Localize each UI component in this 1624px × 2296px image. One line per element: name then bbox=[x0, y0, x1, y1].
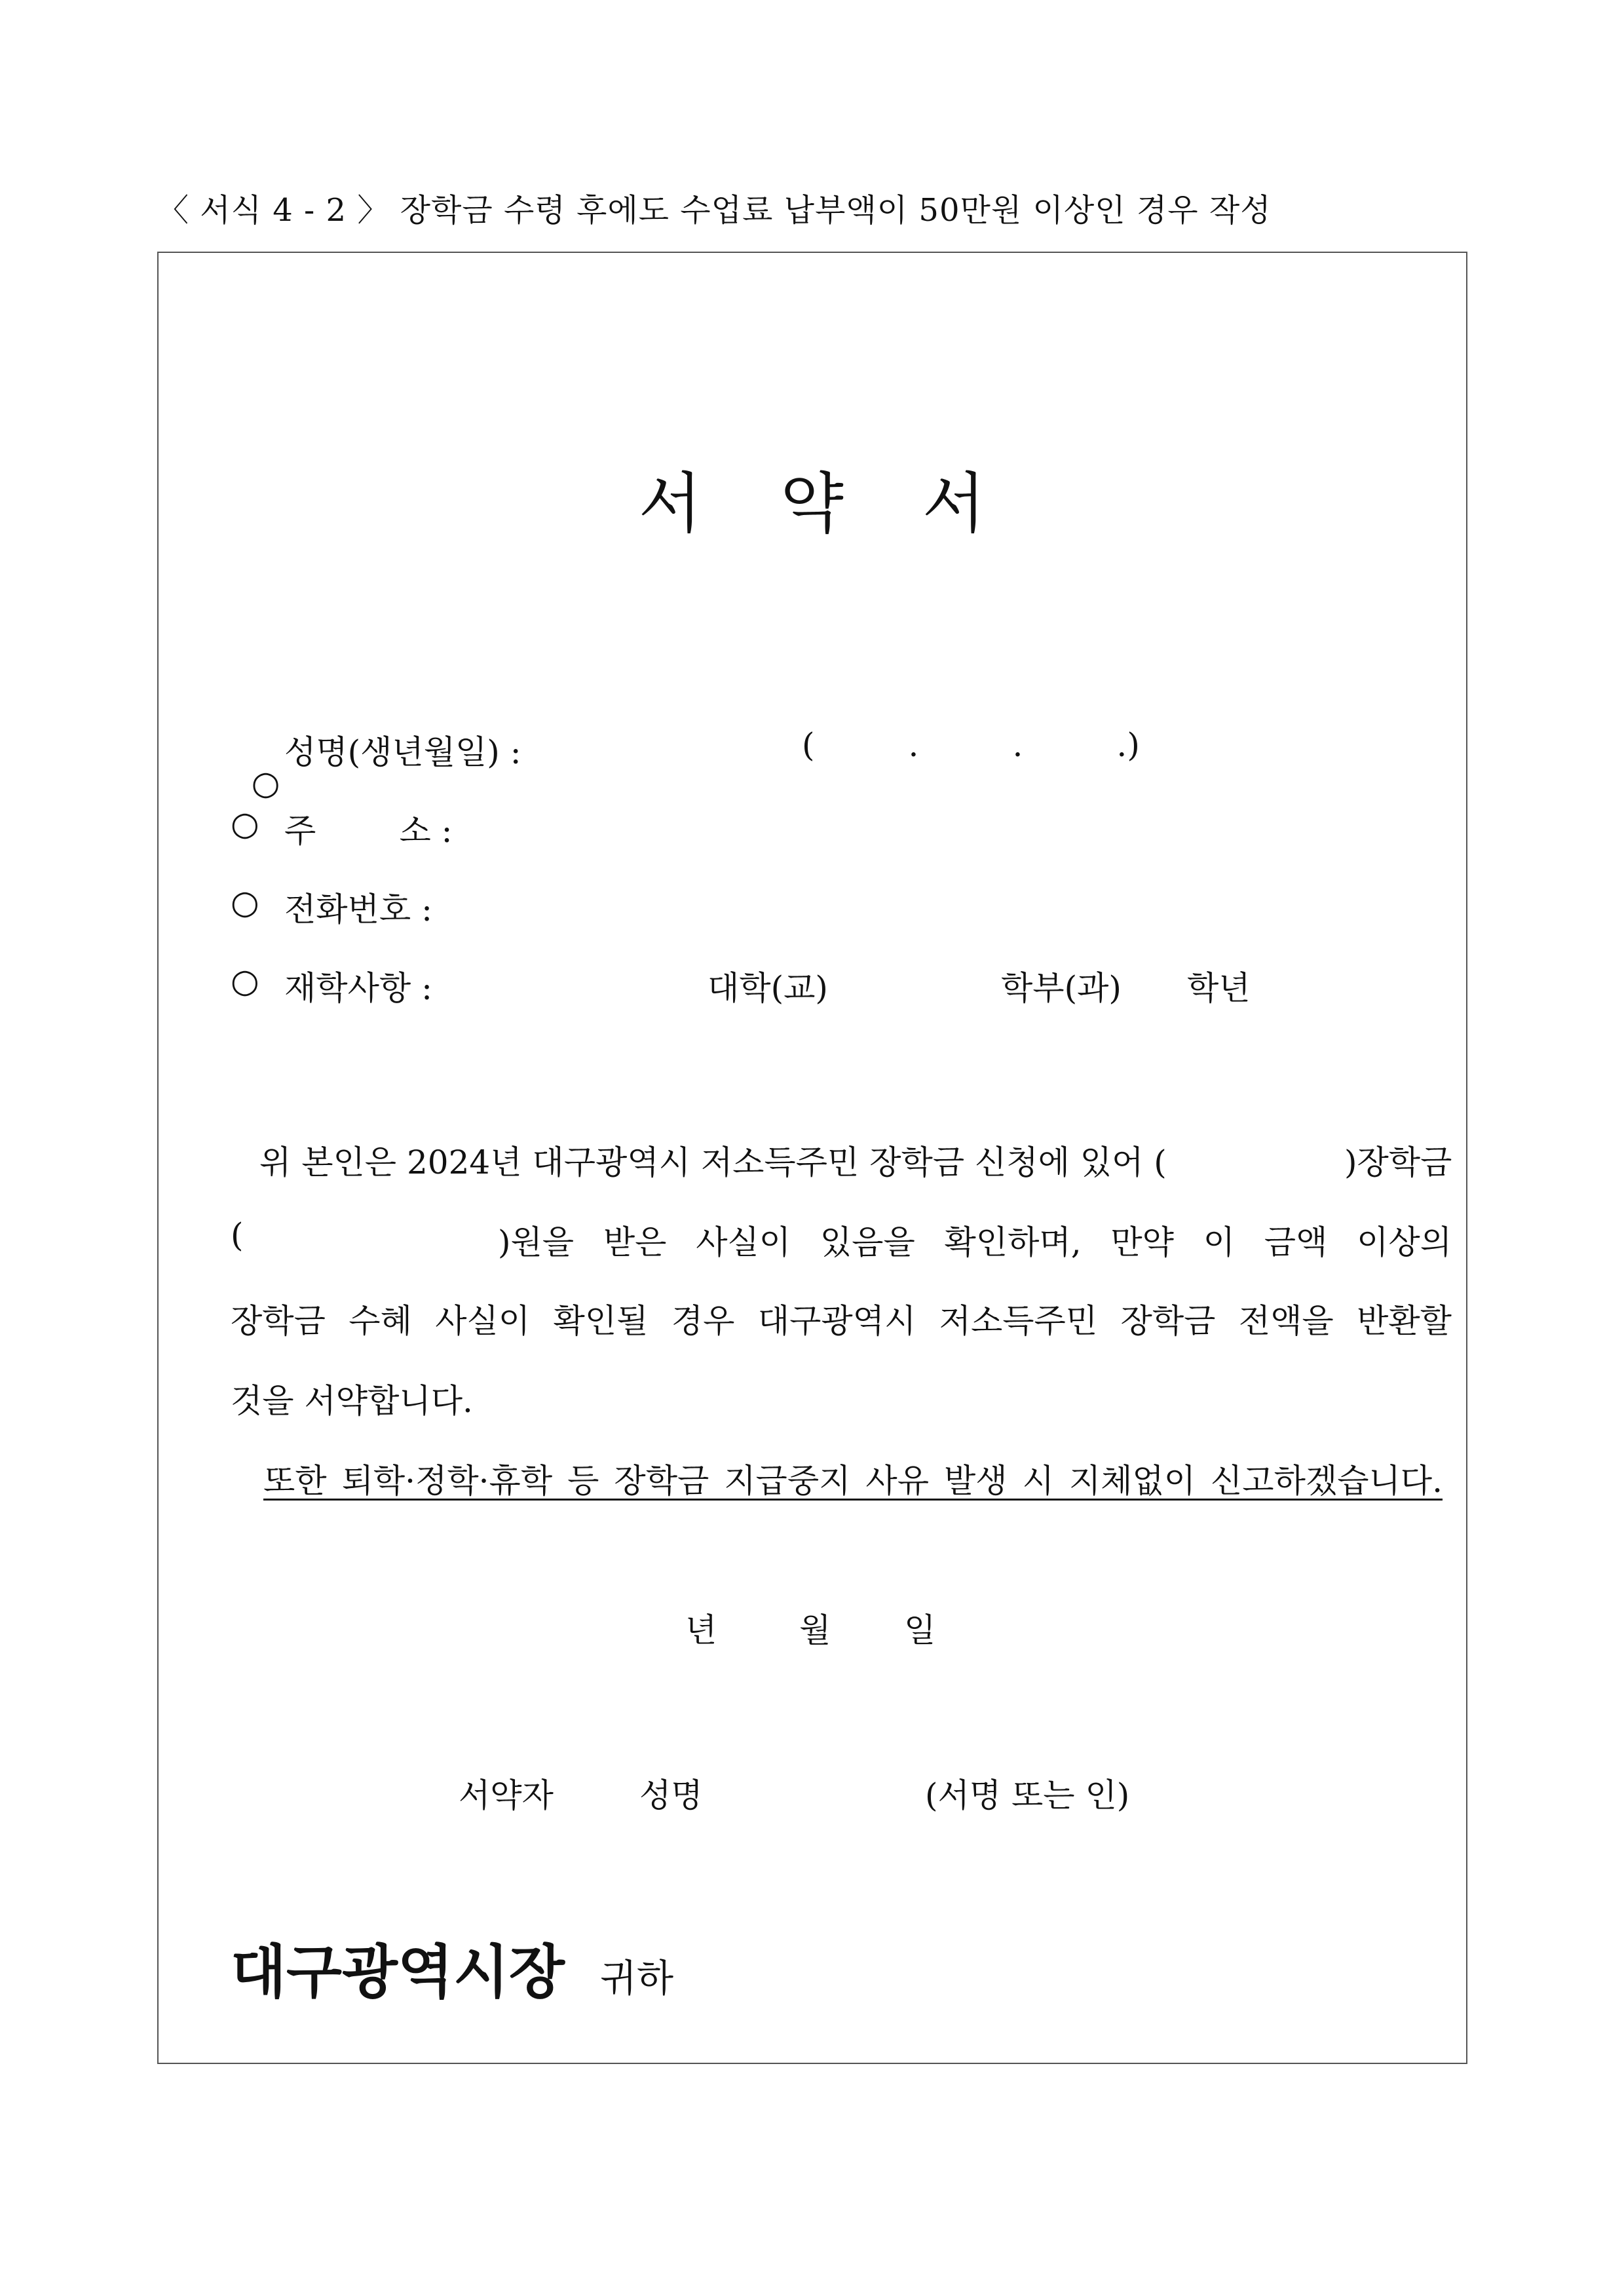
addressee-honorific: 귀하 bbox=[600, 1956, 674, 2000]
department-field: 학부(과) bbox=[1001, 969, 1122, 1007]
pledge-line-2a: ( bbox=[231, 1216, 244, 1254]
pledge-line-4: 것을 서약합니다. bbox=[231, 1382, 473, 1420]
date-month: 월 bbox=[799, 1611, 831, 1649]
form-note: 장학금 수령 후에도 수업료 납부액이 50만원 이상인 경우 작성 bbox=[400, 192, 1272, 229]
birthdate-field: ( . . .) bbox=[802, 726, 1140, 764]
sign-hint: (서명 또는 인) bbox=[925, 1776, 1130, 1814]
pledge-line-2b: )원을 받은 사실이 있음을 확인하며, 만약 이 금액 이상의 bbox=[498, 1223, 1452, 1261]
bullet-circle-icon: ○ bbox=[251, 764, 280, 802]
pledge-line-5: 또한 퇴학·정학·휴학 등 장학금 지급중지 사유 발생 시 지체없이 신고하겠습니다. bbox=[263, 1462, 1443, 1500]
bullet-circle-icon: ○ bbox=[231, 962, 259, 1000]
bullet-circle-icon: ○ bbox=[231, 883, 259, 921]
form-header bbox=[157, 185, 1272, 230]
signer-label: 서약자 bbox=[459, 1776, 554, 1814]
form-number: 〈 서식 4 - 2 〉 bbox=[157, 192, 390, 229]
date-day: 일 bbox=[904, 1611, 936, 1649]
bullet-circle-icon: ○ bbox=[231, 805, 259, 843]
date-year: 년 bbox=[685, 1611, 717, 1649]
pledge-line-1a: 위 본인은 2024년 대구광역시 저소득주민 장학금 신청에 있어 ( bbox=[259, 1143, 1167, 1181]
university-field: 대학(교) bbox=[708, 969, 828, 1007]
pledge-line-3: 장학금 수혜 사실이 확인될 경우 대구광역시 저소득주민 장학금 전액을 반환할 bbox=[231, 1302, 1452, 1340]
addressee-name: 대구광역시장 bbox=[231, 1938, 565, 2006]
grade-field: 학년 bbox=[1187, 969, 1251, 1007]
name-row bbox=[231, 726, 280, 802]
pledge-line-1b: )장학금 bbox=[1344, 1143, 1452, 1181]
document-title: 서약서 bbox=[638, 465, 1065, 542]
address-label: 주 소 : bbox=[284, 812, 453, 850]
name-label: 성명(생년월일) : bbox=[284, 733, 521, 771]
phone-label: 전화번호 : bbox=[284, 890, 432, 928]
signer-name-label: 성명 bbox=[639, 1776, 703, 1814]
enrollment-label: 재학사항 : bbox=[284, 969, 432, 1007]
